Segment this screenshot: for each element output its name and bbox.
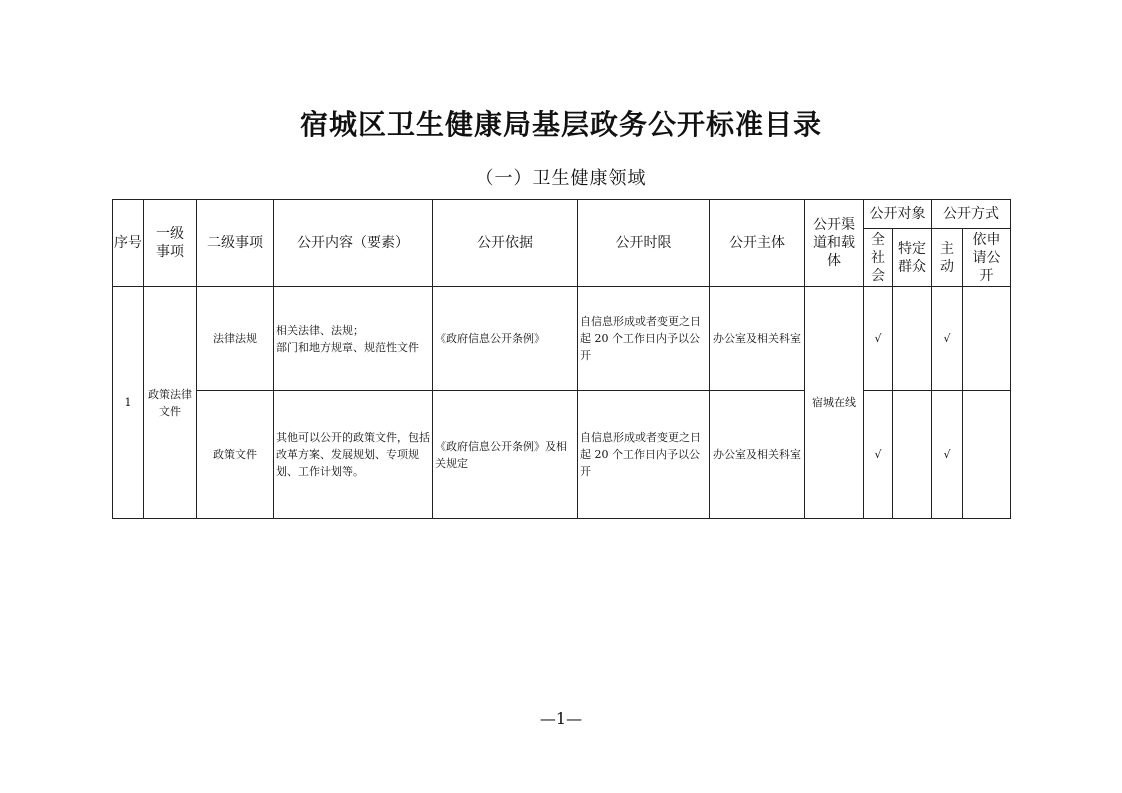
header-basis: 公开依据: [433, 200, 578, 287]
header-audience-all: 全社会: [864, 229, 893, 287]
table-row: [113, 287, 1011, 391]
cell-level2: 法律法规: [197, 287, 274, 391]
cell-basis: 《政府信息公开条例》及相关规定: [433, 391, 578, 519]
header-audience-specific: 特定群众: [893, 229, 932, 287]
document-title: 宿城区卫生健康局基层政务公开标准目录: [299, 108, 822, 141]
cell-subject: 办公室及相关科室: [710, 391, 805, 519]
header-subject: 公开主体: [710, 200, 805, 287]
cell-audience-all: √: [864, 287, 893, 391]
header-seq: 序号: [113, 200, 144, 287]
header-time-limit: 公开时限: [578, 200, 710, 287]
cell-seq: 1: [113, 287, 144, 519]
cell-method-request: [963, 287, 1011, 391]
cell-audience-all: √: [864, 391, 893, 519]
cell-time-limit: 自信息形成或者变更之日起 20 个工作日内予以公开: [578, 287, 710, 391]
cell-channel: 宿城在线: [805, 287, 864, 519]
cell-audience-specific: [893, 391, 932, 519]
cell-method-active: √: [932, 287, 963, 391]
cell-content: 相关法律、法规； 部门和地方规章、规范性文件: [274, 287, 433, 391]
header-channel: 公开渠道和载体: [805, 200, 864, 287]
catalog-table: [112, 199, 1011, 519]
cell-level1: 政策法律文件: [144, 287, 197, 519]
header-audience: 公开对象: [864, 200, 932, 229]
section-subtitle: （一）卫生健康领域: [475, 168, 647, 189]
cell-content: 其他可以公开的政策文件，包括改革方案、发展规划、专项规划、工作计划等。: [274, 391, 433, 519]
cell-subject: 办公室及相关科室: [710, 287, 805, 391]
header-row-1: [113, 200, 1011, 229]
cell-time-limit: 自信息形成或者变更之日起 20 个工作日内予以公开: [578, 391, 710, 519]
header-level1: 一级事项: [144, 200, 197, 287]
header-method-active: 主动: [932, 229, 963, 287]
table-row: [113, 391, 1011, 519]
cell-level2: 政策文件: [197, 391, 274, 519]
page-number: —1—: [539, 709, 583, 728]
cell-method-active: √: [932, 391, 963, 519]
header-method-request: 依申请公开: [963, 229, 1011, 287]
header-content: 公开内容（要素）: [274, 200, 433, 287]
cell-basis: 《政府信息公开条例》: [433, 287, 578, 391]
header-method: 公开方式: [932, 200, 1011, 229]
header-level2: 二级事项: [197, 200, 274, 287]
cell-method-request: [963, 391, 1011, 519]
cell-audience-specific: [893, 287, 932, 391]
